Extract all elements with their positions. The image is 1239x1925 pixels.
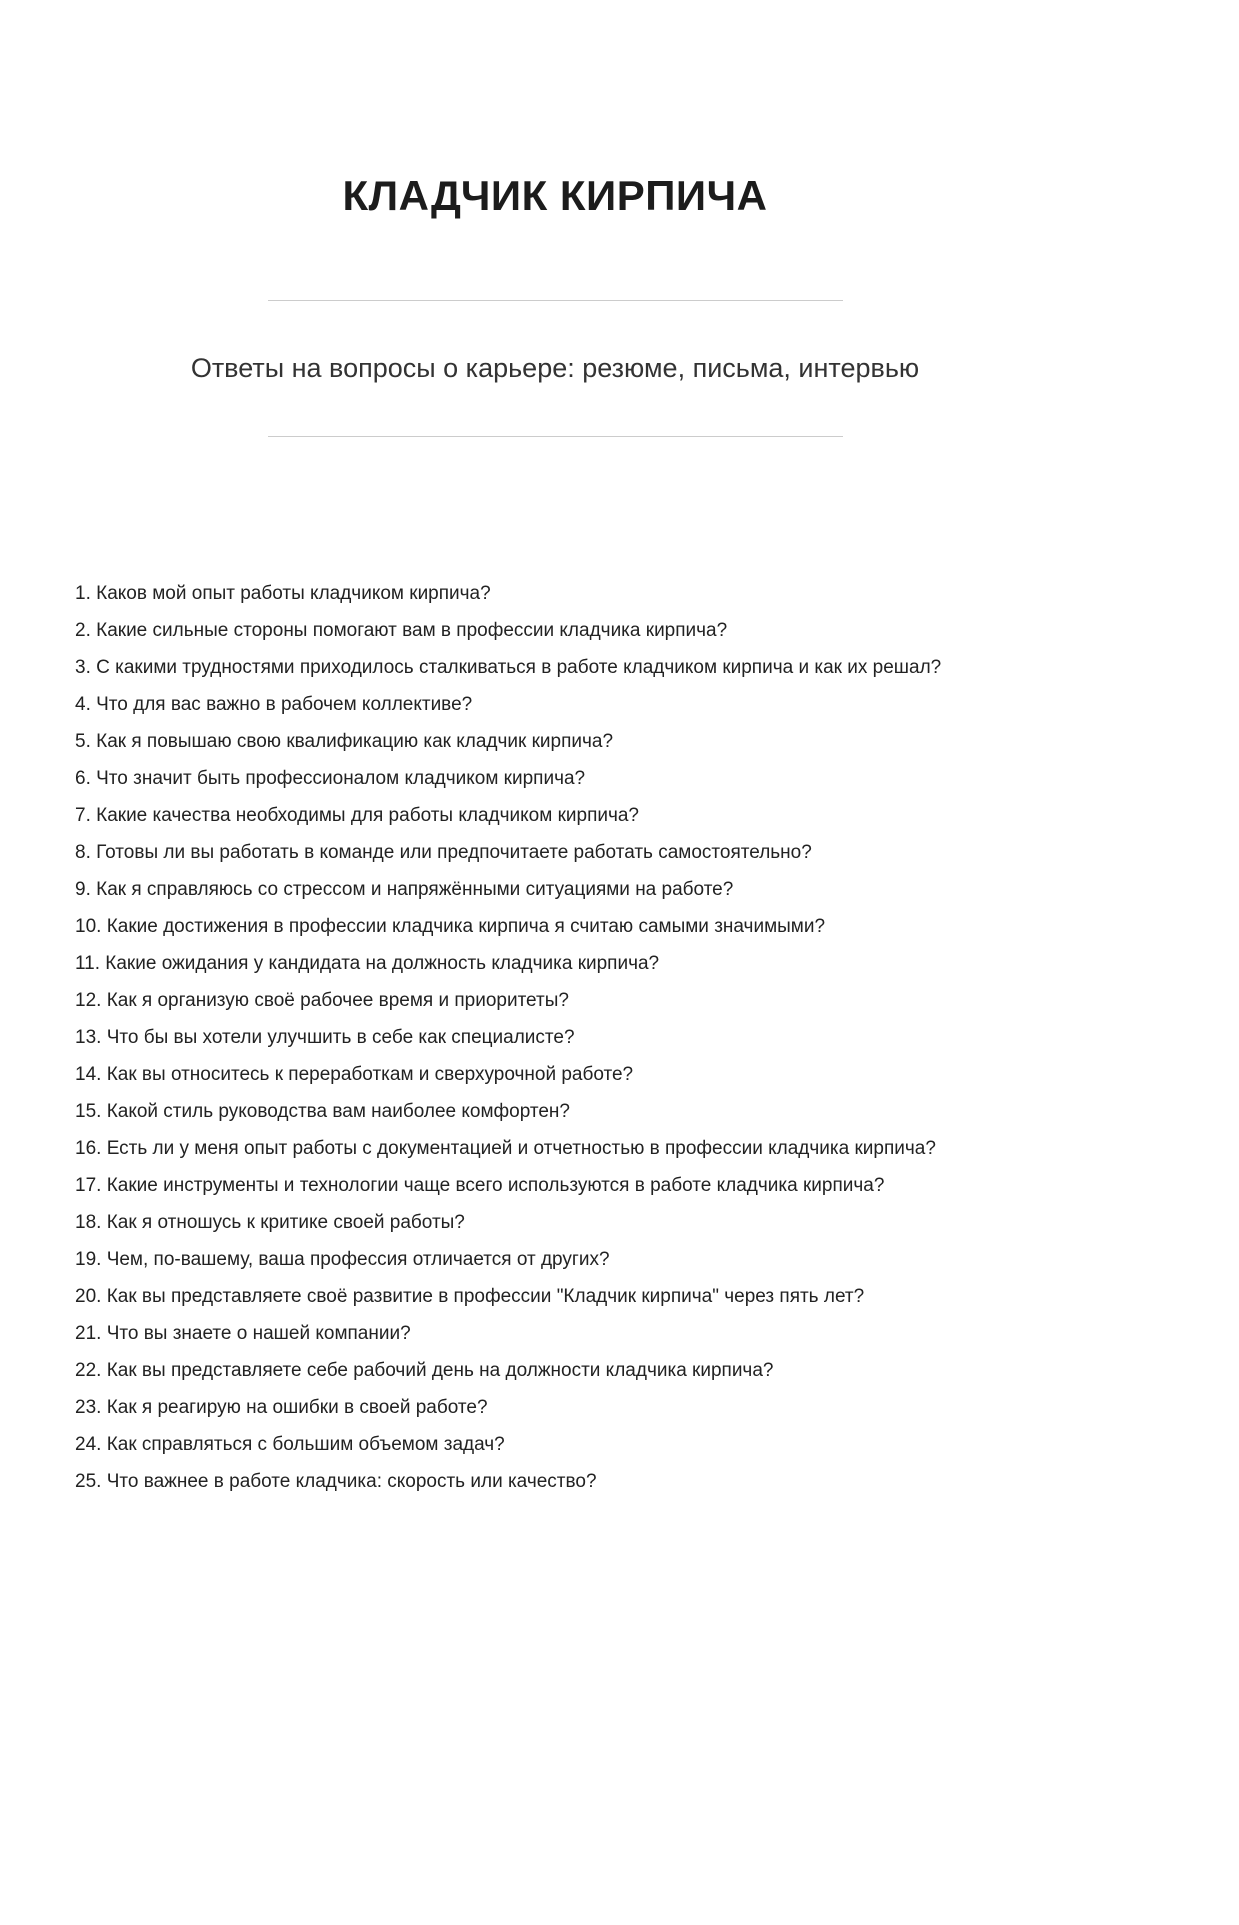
question-item: 17. Какие инструменты и технологии чаще всего используются в работе кладчика кирпича? [75,1175,885,1197]
page-title: КЛАДЧИК КИРПИЧА [342,172,768,219]
question-item: 22. Как вы представляете себе рабочий день на должности кладчика кирпича? [75,1360,774,1382]
question-item: 23. Как я реагирую на ошибки в своей работе? [75,1397,488,1419]
question-item: 2. Какие сильные стороны помогают вам в профессии кладчика кирпича? [75,620,728,642]
page-subtitle: Ответы на вопросы о карьере: резюме, письма, интервью [190,353,920,384]
question-item: 13. Что бы вы хотели улучшить в себе как специалисте? [75,1027,575,1049]
question-item: 25. Что важнее в работе кладчика: скорость или качество? [75,1471,597,1493]
divider-bottom [268,436,843,437]
question-item: 11. Какие ожидания у кандидата на должность кладчика кирпича? [75,953,660,975]
question-item: 16. Есть ли у меня опыт работы с документацией и отчетностью в профессии кладчика кирпича? [75,1138,936,1160]
question-item: 20. Как вы представляете своё развитие в профессии "Кладчик кирпича" через пять лет? [75,1286,865,1308]
question-item: 21. Что вы знаете о нашей компании? [75,1323,411,1345]
document-content [75,172,1035,1500]
question-item: 4. Что для вас важно в рабочем коллективе? [75,694,473,716]
questions-list [75,575,1035,1500]
question-item: 24. Как справляться с большим объемом задач? [75,1434,505,1456]
question-item: 7. Какие качества необходимы для работы кладчиком кирпича? [75,805,639,827]
question-item: 3. С какими трудностями приходилось сталкиваться в работе кладчиком кирпича и как их решал? [75,657,942,679]
question-item: 18. Как я отношусь к критике своей работы? [75,1212,465,1234]
question-item: 15. Какой стиль руководства вам наиболее комфортен? [75,1101,570,1123]
question-item: 6. Что значит быть профессионалом кладчиком кирпича? [75,768,586,790]
question-item: 12. Как я организую своё рабочее время и приоритеты? [75,990,569,1012]
divider-top [268,300,843,301]
document-page [0,172,1239,1925]
question-item: 10. Какие достижения в профессии кладчика кирпича я считаю самыми значимыми? [75,916,826,938]
question-item: 8. Готовы ли вы работать в команде или предпочитаете работать самостоятельно? [75,842,812,864]
question-item: 5. Как я повышаю свою квалификацию как кладчик кирпича? [75,731,614,753]
question-item: 19. Чем, по-вашему, ваша профессия отличается от других? [75,1249,610,1271]
question-item: 1. Каков мой опыт работы кладчиком кирпича? [75,583,491,605]
question-item: 9. Как я справляюсь со стрессом и напряжёнными ситуациями на работе? [75,879,734,901]
question-item: 14. Как вы относитесь к переработкам и сверхурочной работе? [75,1064,634,1086]
